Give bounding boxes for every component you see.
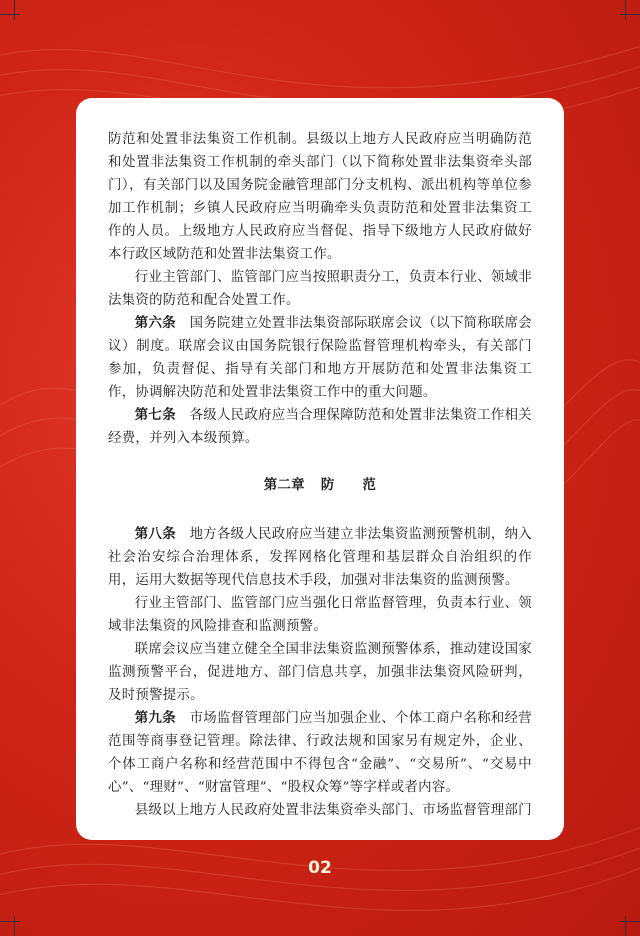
crop-mark [0,921,20,922]
chapter-number: 第二章 [263,477,305,493]
paragraph-text: 地方各级人民政府应当建立非法集资监测预警机制，纳入社会治安综合治理体系，发挥网格化管理和基层群众自治组织的作用，运用大数据等现代信息技术手段，加强对非法集资的监测预警。 [108,527,532,588]
paragraph-text: 市场监督管理部门应当加强企业、个体工商户名称和经营范围等商事登记管理。除法律、行政法规和国家另有规定外，企业、个体工商户名称和经营范围中不得包含“金融”、“交易所”、“交易中心”、“理财”、“财富管理”、“股权众筹”等字样或者内容。 [108,711,532,795]
crop-mark [620,14,640,15]
paragraphs-before-chapter [108,128,532,450]
crop-mark [14,916,15,936]
article-number: 第九条 [134,710,176,726]
paragraph-text: 联席会议应当建立健全全国非法集资监测预警体系，推动建设国家监测预警平台，促进地方、部门信息共享，加强非法集资风险研判，及时预警提示。 [108,642,532,703]
paragraph [108,128,532,266]
crop-mark [14,0,15,20]
article-number: 第八条 [134,526,176,542]
crop-mark [0,14,20,15]
paragraph-text: 行业主管部门、监管部门应当强化日常监督管理，负责本行业、领域非法集资的风险排查和监测预警。 [108,596,532,634]
paragraph [108,266,532,312]
paragraph [108,404,532,450]
paragraph-text: 县级以上地方人民政府处置非法集资牵头部门、市场监督管理部门 [134,803,532,818]
article-number: 第七条 [134,407,176,423]
page-number: 02 [308,858,332,878]
chapter-title-char: 范 [362,477,377,493]
paragraph [108,707,532,799]
paragraphs-after-chapter [108,523,532,822]
paragraph [108,523,532,592]
paragraph [108,799,532,822]
chapter-heading [108,474,532,497]
crop-mark [625,0,626,20]
paragraph-text: 各级人民政府应当合理保障防范和处置非法集资工作相关经费，并列入本级预算。 [108,408,532,446]
crop-mark [625,916,626,936]
paragraph [108,638,532,707]
paragraph-text: 行业主管部门、监管部门应当按照职责分工，负责本行业、领域非法集资的防范和配合处置工作。 [108,270,532,308]
paragraph-text: 国务院建立处置非法集资部际联席会议（以下简称联席会议）制度。联席会议由国务院银行保险监督管理机构牵头，有关部门参加，负责督促、指导有关部门和地方开展防范和处置非法集资工作，协调解决防范和处置非法集资工作中的重大问题。 [108,316,532,400]
crop-mark [620,921,640,922]
chapter-title-char: 防 [320,477,335,493]
content-card [76,98,564,840]
paragraph-text: 防范和处置非法集资工作机制。县级以上地方人民政府应当明确防范和处置非法集资工作机制的牵头部门（以下简称处置非法集资牵头部门），有关部门以及国务院金融管理部门分支机构、派出机构等单位参加工作机制；乡镇人民政府应当明确牵头负责防范和处置非法集资工作的人员。上级地方人民政府应当督促、指导下级地方人民政府做好本行政区域防范和处置非法集资工作。 [108,132,532,262]
document-body [108,128,532,822]
paragraph [108,592,532,638]
paragraph [108,312,532,404]
article-number: 第六条 [134,315,176,331]
